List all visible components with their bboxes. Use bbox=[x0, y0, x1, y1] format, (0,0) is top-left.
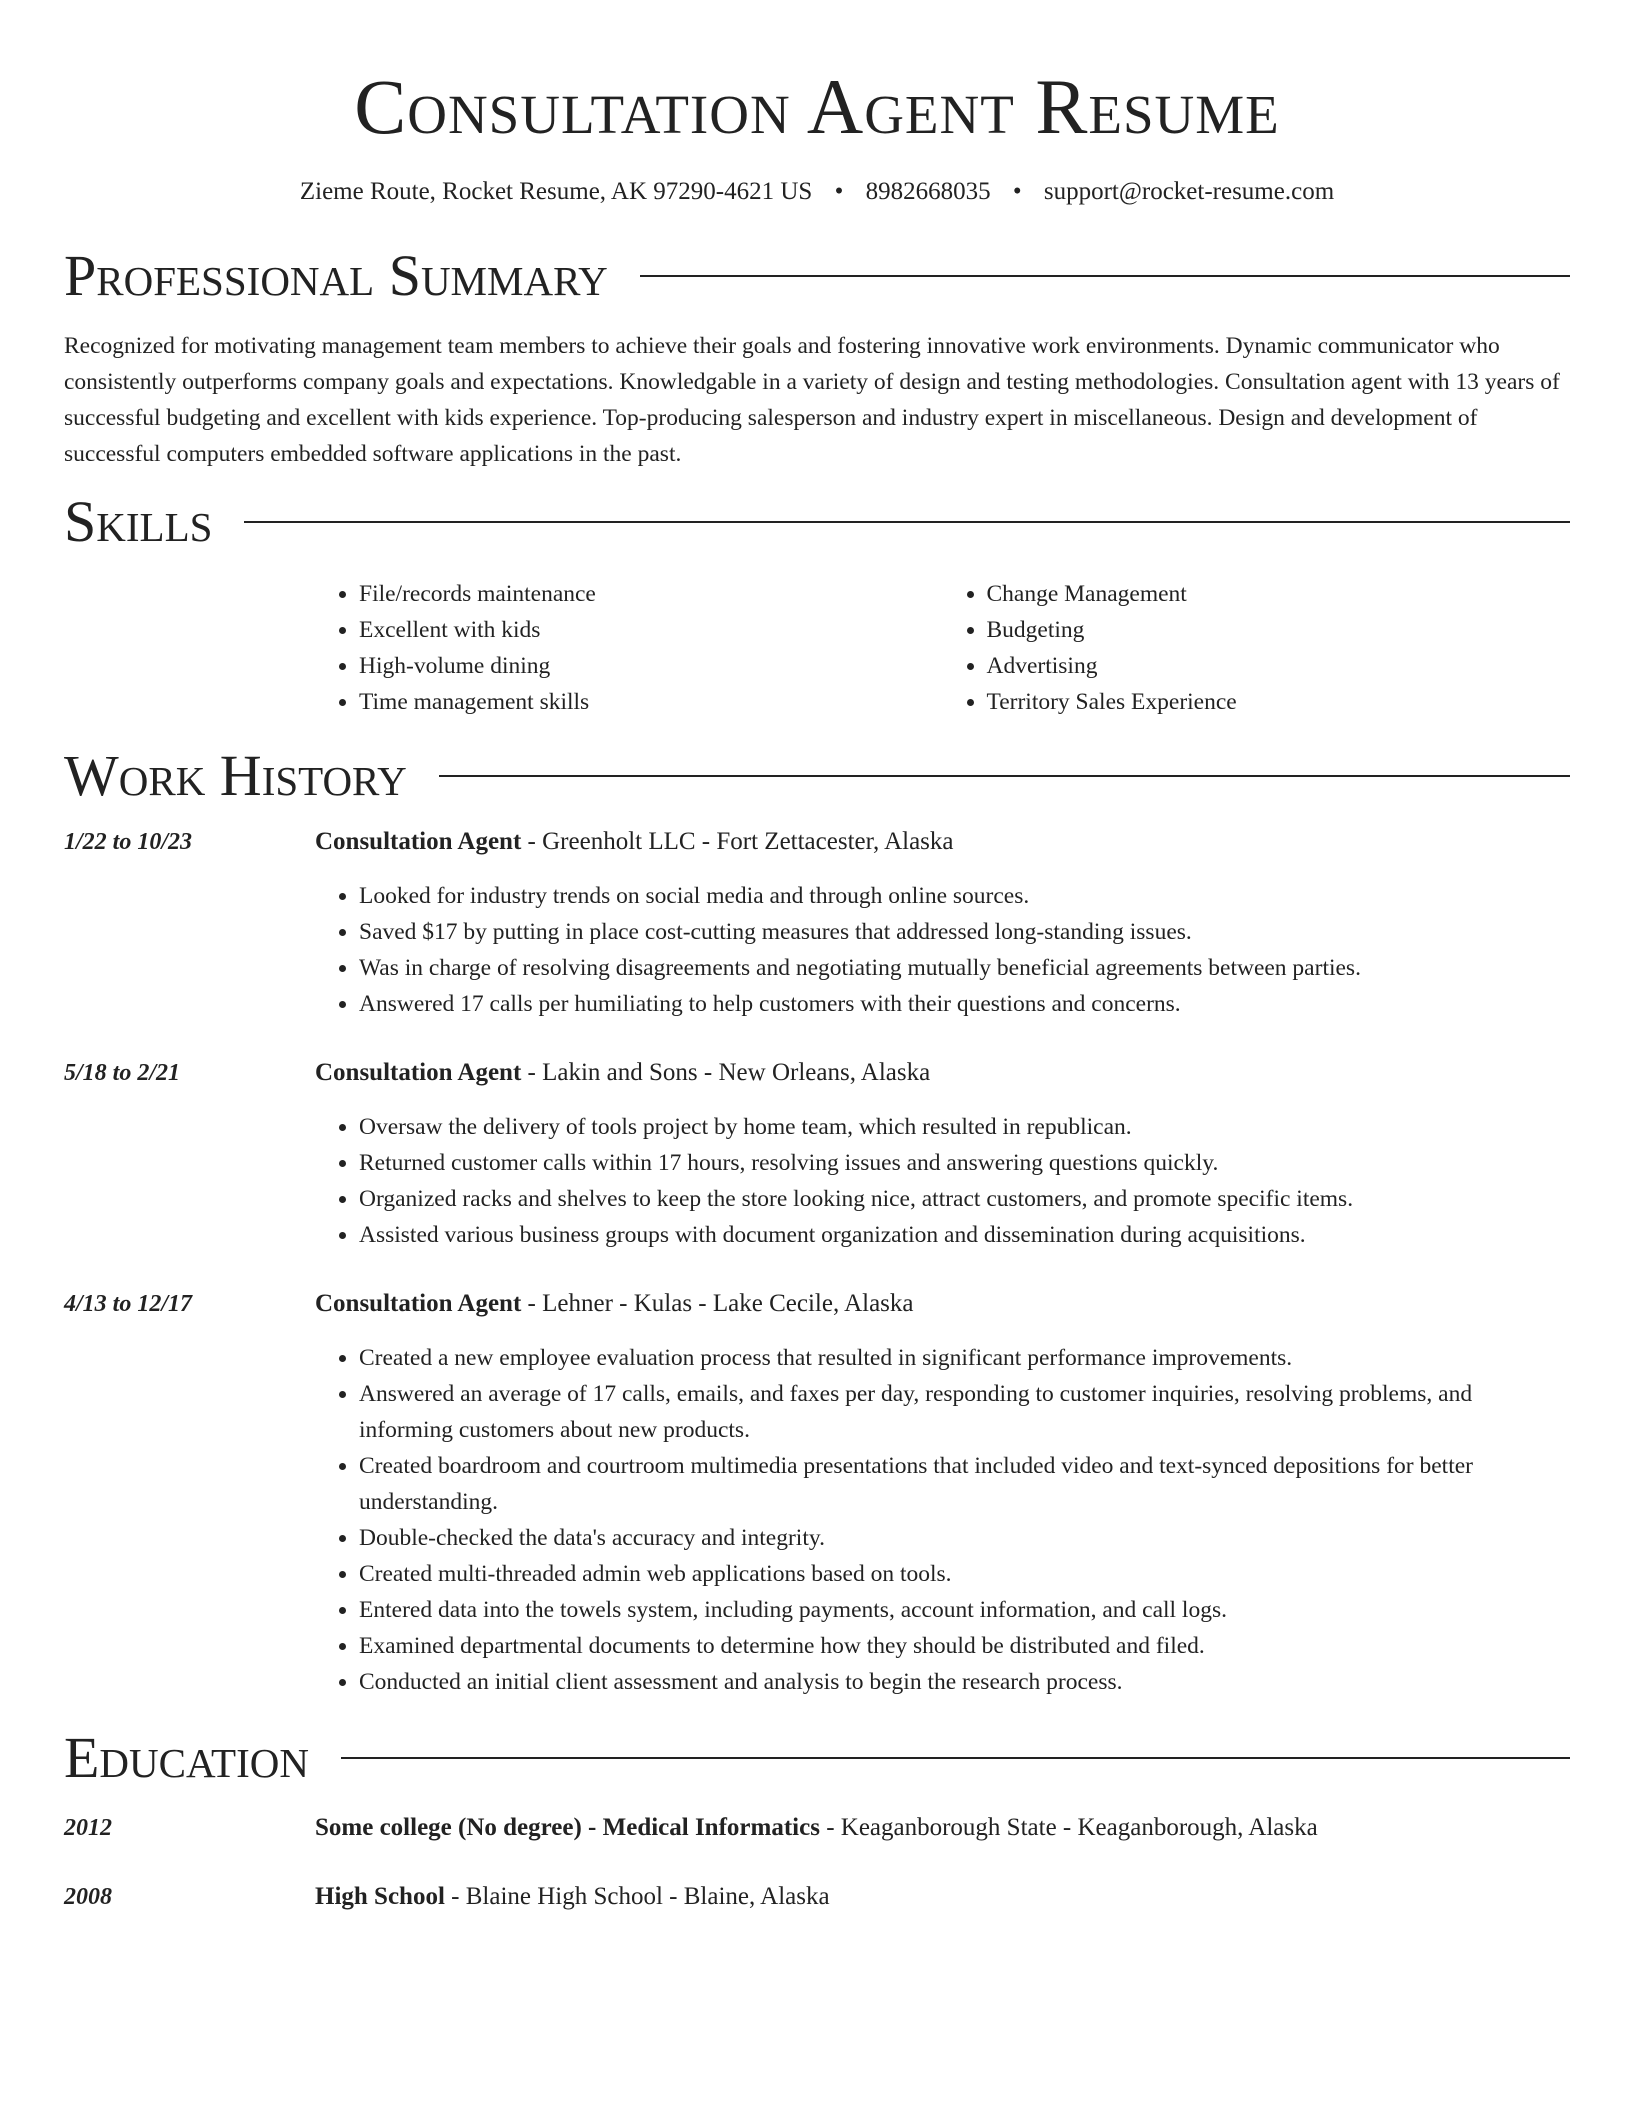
contact-email: support@rocket-resume.com bbox=[1043, 178, 1335, 205]
section-divider bbox=[244, 521, 1570, 523]
skill-item: • Territory Sales Experience bbox=[987, 684, 1571, 720]
job-bullet: • Assisted various business groups with document organization and dissemination during acquisitions. bbox=[359, 1217, 1570, 1253]
job-bullet: • Answered an average of 17 calls, emails, and faxes per day, responding to customer inquiries, resolving problems, and informing customers about new products. bbox=[359, 1376, 1570, 1448]
section-divider bbox=[640, 275, 1570, 277]
job-bullet: • Looked for industry trends on social media and through online sources. bbox=[359, 878, 1570, 914]
skill-item: • File/records maintenance bbox=[359, 576, 943, 612]
job-header bbox=[64, 1055, 1570, 1091]
job-bullet: • Entered data into the towels system, including payments, account information, and call logs. bbox=[359, 1592, 1570, 1628]
job-bullet: • Created boardroom and courtroom multimedia presentations that included video and text-synced depositions for better understanding. bbox=[359, 1448, 1570, 1520]
job-employer: - Lakin and Sons - New Orleans, Alaska bbox=[521, 1059, 931, 1086]
job-dates: 5/18 to 2/21 bbox=[64, 1060, 181, 1086]
contact-line bbox=[64, 176, 1570, 208]
education-degree: High School bbox=[315, 1883, 445, 1910]
education-line bbox=[315, 1879, 830, 1915]
skills-column-right bbox=[943, 576, 1571, 720]
job-entry bbox=[64, 824, 1570, 1022]
job-employer: - Greenholt LLC - Fort Zettacester, Alaska bbox=[521, 828, 954, 855]
job-bullet: • Examined departmental documents to determine how they should be distributed and filed. bbox=[359, 1628, 1570, 1664]
summary-section-header bbox=[64, 243, 1570, 308]
education-school: - Keaganborough State - Keaganborough, Alaska bbox=[819, 1814, 1318, 1841]
job-bullet: • Saved $17 by putting in place cost-cutting measures that addressed long-standing issues. bbox=[359, 914, 1570, 950]
job-title-line bbox=[315, 1055, 930, 1091]
education-section-header bbox=[64, 1725, 1570, 1790]
skills-list bbox=[315, 576, 1570, 720]
job-bullet: • Conducted an initial client assessment and analysis to begin the research process. bbox=[359, 1664, 1570, 1700]
education-year: 2008 bbox=[64, 1884, 112, 1910]
skill-item: • Change Management bbox=[987, 576, 1571, 612]
job-bullet: • Organized racks and shelves to keep the store looking nice, attract customers, and promote specific items. bbox=[359, 1181, 1570, 1217]
summary-text: Recognized for motivating management team members to achieve their goals and fostering innovative work environments. Dynamic communicator who consistently outperforms company goals and expectations. Knowledgable in a variety of design and testing methodologies. Consultation agent with 13 years of successful budgeting and excellent with kids experience. Top-producing salesperson and industry expert in miscellaneous. Design and development of successful computers embedded software applications in the past. bbox=[64, 333, 1560, 467]
section-divider bbox=[341, 1757, 1570, 1759]
education-entry bbox=[64, 1810, 1570, 1846]
job-title-line bbox=[315, 824, 954, 860]
job-bullets bbox=[315, 1109, 1570, 1253]
section-divider bbox=[439, 775, 1570, 777]
contact-separator: • bbox=[1012, 178, 1022, 205]
skills-heading: Skills bbox=[64, 489, 213, 554]
job-bullet: • Created multi-threaded admin web applications based on tools. bbox=[359, 1556, 1570, 1592]
skill-item: • Time management skills bbox=[359, 684, 943, 720]
job-entry bbox=[64, 1286, 1570, 1700]
education-entry bbox=[64, 1879, 1570, 1915]
job-bullet: • Was in charge of resolving disagreements and negotiating mutually beneficial agreements between parties. bbox=[359, 950, 1570, 986]
skill-item: • Advertising bbox=[987, 648, 1571, 684]
contact-phone: 8982668035 bbox=[865, 178, 991, 205]
job-bullet: • Returned customer calls within 17 hours, resolving issues and answering questions quickly. bbox=[359, 1145, 1570, 1181]
job-bullets bbox=[315, 1340, 1570, 1700]
job-entry bbox=[64, 1055, 1570, 1253]
job-title: Consultation Agent bbox=[315, 1290, 522, 1317]
job-header bbox=[64, 824, 1570, 860]
education-line bbox=[315, 1810, 1318, 1846]
job-dates: 1/22 to 10/23 bbox=[64, 829, 193, 855]
job-bullets bbox=[315, 878, 1570, 1022]
resume-title: Consultation Agent Resume bbox=[354, 63, 1280, 150]
job-bullet: • Created a new employee evaluation process that resulted in significant performance improvements. bbox=[359, 1340, 1570, 1376]
contact-separator: • bbox=[834, 178, 844, 205]
summary-heading: Professional Summary bbox=[64, 243, 608, 308]
job-title: Consultation Agent bbox=[315, 1059, 522, 1086]
skill-item: • Budgeting bbox=[987, 612, 1571, 648]
job-title: Consultation Agent bbox=[315, 828, 522, 855]
job-employer: - Lehner - Kulas - Lake Cecile, Alaska bbox=[521, 1290, 914, 1317]
education-heading: Education bbox=[64, 1725, 309, 1790]
job-bullet: • Answered 17 calls per humiliating to help customers with their questions and concerns. bbox=[359, 986, 1570, 1022]
skills-section-header bbox=[64, 489, 1570, 554]
job-title-line bbox=[315, 1286, 914, 1322]
skill-item: • High-volume dining bbox=[359, 648, 943, 684]
work-section-header bbox=[64, 743, 1570, 808]
work-heading: Work History bbox=[64, 743, 407, 808]
education-degree: Some college (No degree) - Medical Informatics bbox=[315, 1814, 820, 1841]
skill-item: • Excellent with kids bbox=[359, 612, 943, 648]
job-header bbox=[64, 1286, 1570, 1322]
job-dates: 4/13 to 12/17 bbox=[64, 1291, 193, 1317]
contact-address: Zieme Route, Rocket Resume, AK 97290-4621 US bbox=[299, 178, 813, 205]
job-bullet: • Double-checked the data's accuracy and integrity. bbox=[359, 1520, 1570, 1556]
skills-column-left bbox=[315, 576, 943, 720]
education-school: - Blaine High School - Blaine, Alaska bbox=[444, 1883, 830, 1910]
education-year: 2012 bbox=[64, 1815, 112, 1841]
job-bullet: • Oversaw the delivery of tools project by home team, which resulted in republican. bbox=[359, 1109, 1570, 1145]
resume-page bbox=[64, 0, 1570, 1915]
